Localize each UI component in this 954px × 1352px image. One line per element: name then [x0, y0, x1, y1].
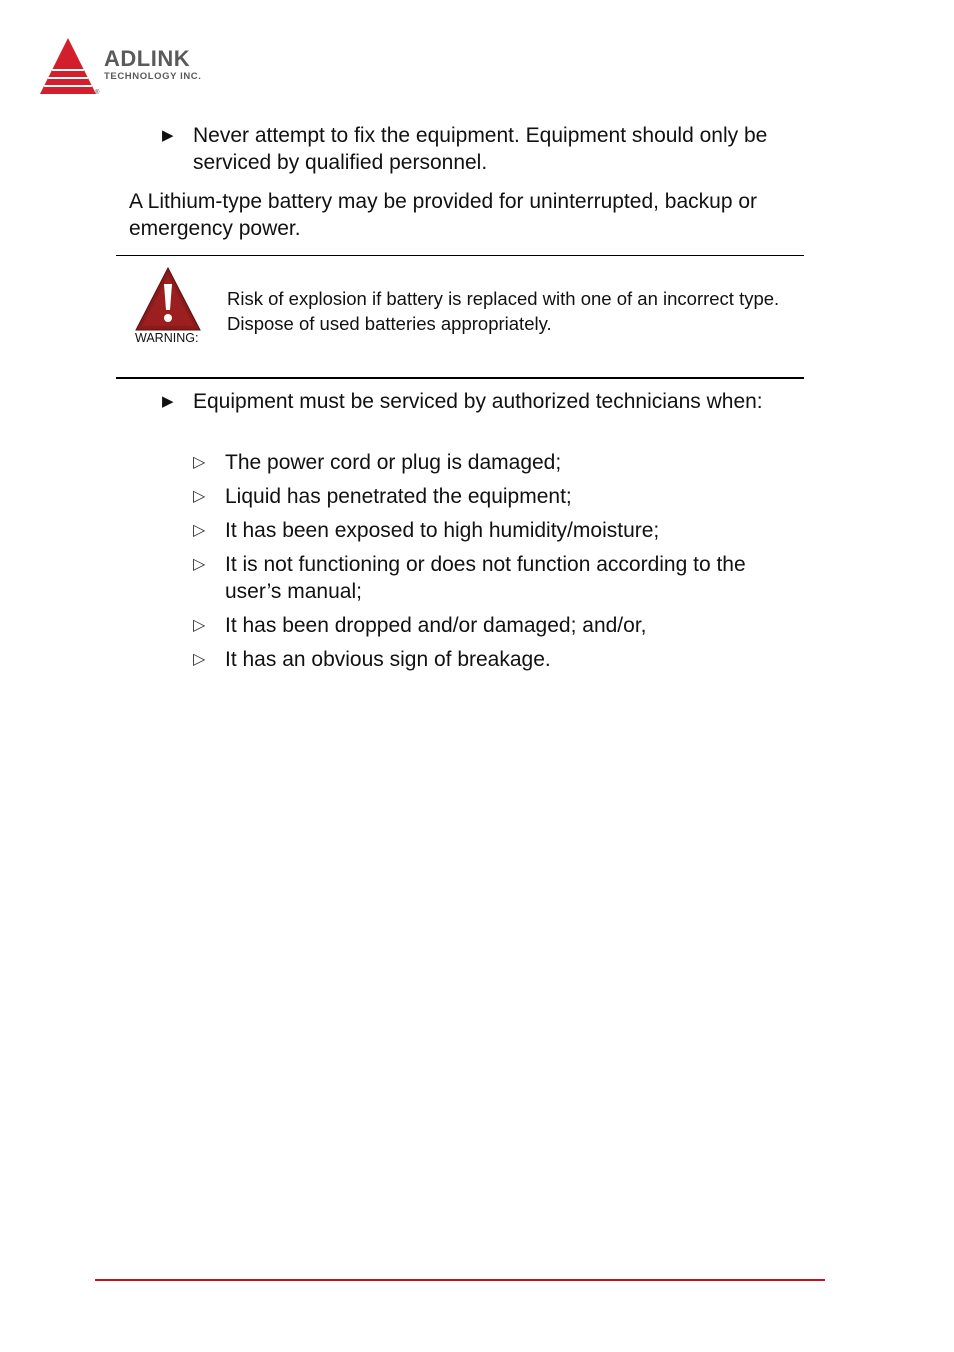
list-item-text: It has been dropped and/or damaged; and/or,: [225, 614, 647, 637]
bullet-text: Equipment must be serviced by authorized technicians when:: [193, 390, 763, 413]
sub-arrow-icon: ▷: [193, 556, 206, 573]
sub-arrow-icon: ▷: [193, 488, 206, 505]
sub-arrow-icon: ▷: [193, 617, 206, 634]
list-item-text: It has an obvious sign of breakage.: [225, 648, 551, 671]
footer-rule: [95, 1279, 825, 1281]
bullet-arrow-icon: ▶: [162, 393, 174, 410]
logo-name: ADLINK: [104, 46, 191, 71]
warning-triangle-icon: [134, 266, 202, 332]
sub-arrow-icon: ▷: [193, 522, 206, 539]
list-item-text: The power cord or plug is damaged;: [225, 451, 562, 474]
logo-tagline: TECHNOLOGY INC.: [104, 71, 202, 82]
adlink-logo: [38, 36, 238, 98]
bullet-arrow-icon: ▶: [162, 127, 174, 144]
sub-arrow-icon: ▷: [193, 651, 206, 668]
warning-text: Risk of explosion if battery is replaced with one of an incorrect type. Dispose of used batteries appropriately.: [227, 288, 780, 334]
battery-paragraph: A Lithium-type battery may be provided for uninterrupted, backup or emergency power.: [129, 190, 758, 240]
adlink-triangle-icon: [38, 36, 102, 98]
registered-mark: ®: [95, 90, 100, 96]
list-item-text: Liquid has penetrated the equipment;: [225, 485, 572, 508]
list-item-text: It has been exposed to high humidity/moisture;: [225, 519, 660, 542]
warning-top-rule: [116, 255, 804, 256]
bullet-text: Never attempt to fix the equipment. Equipment should only be serviced by qualified personnel.: [193, 124, 768, 174]
warning-label: WARNING:: [135, 331, 199, 345]
sub-arrow-icon: ▷: [193, 454, 206, 471]
warning-bottom-rule: [116, 377, 804, 379]
list-item-text: It is not functioning or does not function according to the user’s manual;: [225, 553, 746, 603]
